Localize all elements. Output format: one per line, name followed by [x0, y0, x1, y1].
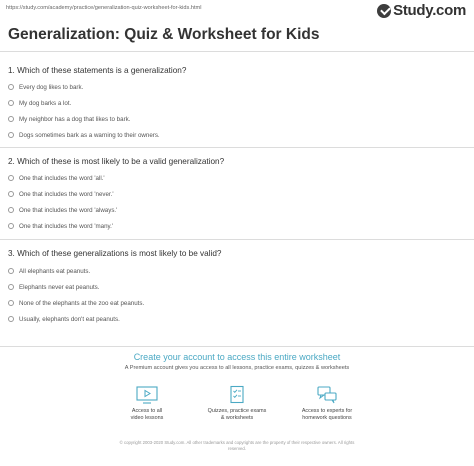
logo-text: Study.com: [393, 2, 466, 19]
copyright-text: © copyright 2003-2020 Study.com. All other trademarks and copyrights are the property of their respective owners. All rights: [119, 440, 355, 445]
radio-button-icon[interactable]: [8, 100, 14, 106]
feature-label: Access to experts for: [301, 408, 353, 414]
radio-button-icon[interactable]: [8, 84, 14, 90]
question-divider: [0, 147, 474, 148]
answer-option[interactable]: My neighbor has a dog that likes to bark.: [8, 114, 130, 124]
cta-divider: [0, 346, 474, 347]
feature-label: & worksheets: [220, 415, 254, 421]
quiz-worksheet-icon: [225, 385, 249, 405]
answer-option[interactable]: One that includes the word 'all.': [8, 173, 105, 183]
experts-chat-icon: [315, 385, 339, 405]
radio-button-icon[interactable]: [8, 132, 14, 138]
feature-label: homework questions: [302, 415, 352, 421]
answer-option[interactable]: Dogs sometimes bark as a warning to their owners.: [8, 130, 160, 140]
question-1: 1. Which of these statements is a generalization?: [8, 66, 187, 75]
logo-checkmark-icon: [377, 4, 391, 18]
answer-option[interactable]: None of the elephants at the zoo eat peanuts.: [8, 298, 144, 308]
page-url[interactable]: https://study.com/academy/practice/generalization-quiz-worksheet-for-kids.html: [6, 5, 202, 11]
answer-option[interactable]: Every dog likes to bark.: [8, 82, 83, 92]
radio-button-icon[interactable]: [8, 316, 14, 322]
answer-option[interactable]: One that includes the word 'never.': [8, 189, 114, 199]
radio-button-icon[interactable]: [8, 300, 14, 306]
radio-button-icon[interactable]: [8, 191, 14, 197]
radio-button-icon[interactable]: [8, 116, 14, 122]
feature-quizzes: [192, 385, 282, 422]
answer-option[interactable]: My dog barks a lot.: [8, 98, 71, 108]
title-divider: [0, 51, 474, 52]
radio-button-icon[interactable]: [8, 223, 14, 229]
feature-experts: [282, 385, 372, 422]
premium-description: A Premium account gives you access to all lessons, practice exams, quizzes & worksheets: [124, 365, 350, 371]
question-divider: [0, 239, 474, 240]
feature-label: Quizzes, practice exams: [207, 408, 267, 414]
answer-option[interactable]: Elephants never eat peanuts.: [8, 282, 100, 292]
feature-label: video lessons: [130, 415, 164, 421]
video-lessons-icon: [135, 385, 159, 405]
study-logo[interactable]: [377, 3, 466, 18]
page-title: Generalization: Quiz & Worksheet for Kids: [8, 26, 320, 43]
question-3: 3. Which of these generalizations is most likely to be valid?: [8, 249, 222, 258]
feature-label: Access to all: [131, 408, 163, 414]
top-bar: [0, 0, 474, 22]
copyright-footer: [60, 440, 414, 452]
answer-option[interactable]: One that includes the word 'many.': [8, 221, 113, 231]
answer-option[interactable]: Usually, elephants don't eat peanuts.: [8, 314, 120, 324]
answer-option[interactable]: One that includes the word 'always.': [8, 205, 117, 215]
copyright-text: reserved.: [228, 446, 246, 451]
question-2: 2. Which of these is most likely to be a valid generalization?: [8, 157, 225, 166]
create-account-link[interactable]: Create your account to access this entire worksheet: [133, 352, 341, 362]
radio-button-icon[interactable]: [8, 175, 14, 181]
radio-button-icon[interactable]: [8, 284, 14, 290]
radio-button-icon[interactable]: [8, 268, 14, 274]
answer-option[interactable]: All elephants eat peanuts.: [8, 266, 90, 276]
feature-video-lessons: [102, 385, 192, 422]
radio-button-icon[interactable]: [8, 207, 14, 213]
